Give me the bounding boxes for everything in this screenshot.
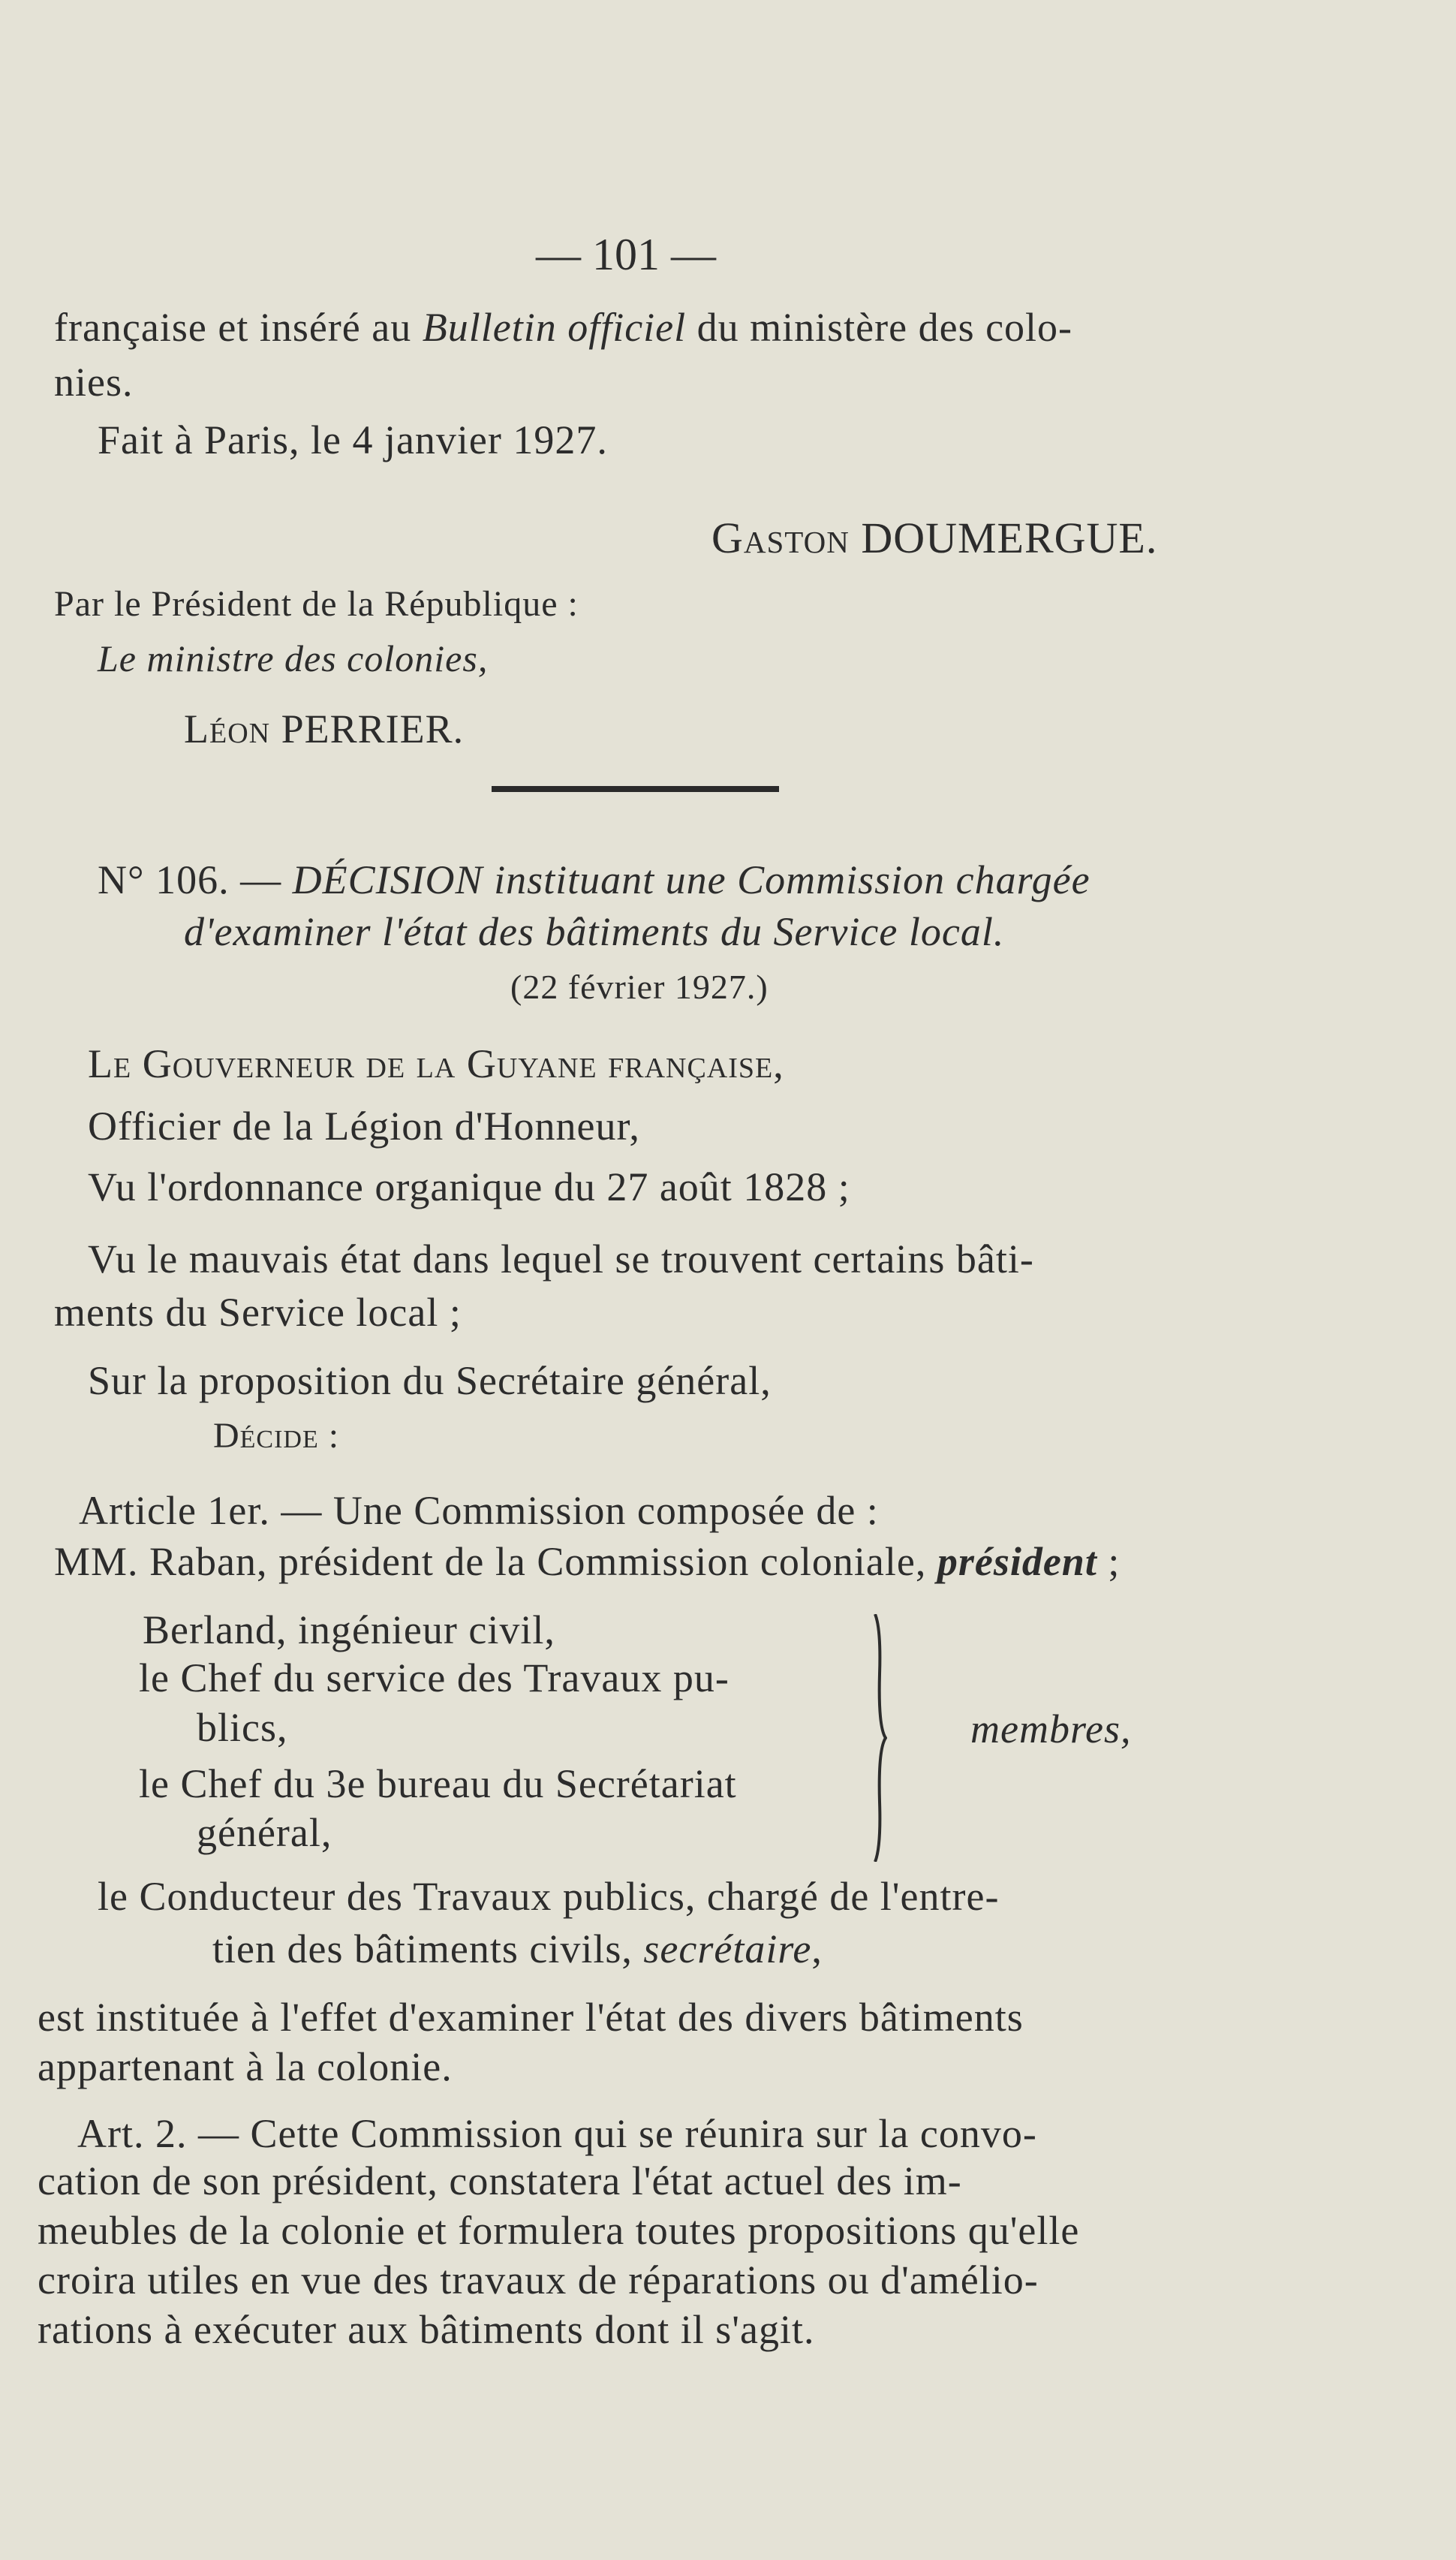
member-public-works-chief-1: le Chef du service des Travaux pu-	[139, 1655, 730, 1700]
decides-line: Décide :	[213, 1416, 340, 1456]
secretary-description: tien des bâtiments civils,	[212, 1926, 644, 1971]
page-number: — 101 —	[536, 230, 716, 279]
officer-line: Officier de la Légion d'Honneur,	[88, 1104, 640, 1149]
role-president: président	[937, 1539, 1097, 1584]
article-2-line-1: Art. 2. — Cette Commission qui se réunira sur la convo-	[77, 2111, 1037, 2156]
considering-line-1: Vu le mauvais état dans lequel se trouvent certains bâti-	[88, 1236, 1034, 1282]
punctuation: ;	[1097, 1539, 1121, 1584]
member-public-works-chief-2: blics,	[197, 1705, 288, 1750]
preamble-line-1-end: du ministère des colo-	[686, 305, 1073, 350]
article-2-line-3: meubles de la colonie et formulera toutes propositions qu'elle	[38, 2208, 1080, 2253]
president-raban: MM. Raban, président de la Commission coloniale,	[54, 1539, 937, 1584]
governor-line: Le Gouverneur de la Guyane française,	[88, 1041, 784, 1086]
decision-number: N° 106. —	[98, 857, 282, 902]
closing-line-1: est instituée à l'effet d'examiner l'état des divers bâtiments	[38, 1995, 1024, 2040]
members-label: membres,	[970, 1706, 1132, 1751]
punctuation-2: ,	[811, 1926, 823, 1971]
closing-line-2: appartenant à la colonie.	[38, 2044, 453, 2089]
considering-line-2: ments du Service local ;	[54, 1290, 462, 1335]
minister-title: Le ministre des colonies,	[98, 637, 489, 679]
preamble-line-2: nies.	[54, 360, 134, 405]
article-1-line: Article 1er. — Une Commission composée de :	[79, 1488, 879, 1533]
decision-title-part-2: d'examiner l'état des bâtiments du Service local.	[184, 909, 1005, 954]
secretary-line-1: le Conducteur des Travaux publics, chargé de l'entre-	[98, 1874, 1000, 1919]
preamble-line-1-start: française et inséré au	[54, 305, 423, 350]
article-2-line-5: rations à exécuter aux bâtiments dont il s'agit.	[38, 2307, 815, 2352]
preamble-line-1	[54, 304, 1072, 351]
preamble-line-3: Fait à Paris, le 4 janvier 1927.	[98, 417, 608, 462]
role-secretary: secrétaire	[643, 1926, 812, 1971]
ordinance-line: Vu l'ordonnance organique du 27 août 1828 ;	[88, 1164, 850, 1209]
decision-date: (22 février 1927.)	[510, 968, 769, 1006]
president-by-line: Par le Président de la République :	[54, 584, 579, 624]
member-bureau-chief-1: le Chef du 3e bureau du Secrétariat	[139, 1761, 737, 1806]
members-brace	[871, 1614, 887, 1862]
section-divider	[492, 786, 779, 792]
decision-heading-line-1	[98, 857, 1090, 903]
signatory-minister: Léon PERRIER.	[184, 706, 465, 751]
article-2-line-4: croira utiles en vue des travaux de réparations ou d'amélio-	[38, 2257, 1039, 2302]
decision-title-part-1: DÉCISION instituant une Commission chargée	[292, 857, 1090, 902]
article-2-line-2: cation de son président, constatera l'état actuel des im-	[38, 2158, 962, 2203]
member-berland: Berland, ingénieur civil,	[143, 1607, 555, 1652]
signatory-president: Gaston DOUMERGUE.	[711, 514, 1158, 562]
bulletin-officiel-title: Bulletin officiel	[422, 305, 687, 350]
member-bureau-chief-2: général,	[197, 1810, 332, 1855]
proposal-line: Sur la proposition du Secrétaire général,	[88, 1358, 772, 1403]
article-1-president-line	[54, 1538, 1120, 1585]
secretary-line-2	[212, 1926, 823, 1972]
